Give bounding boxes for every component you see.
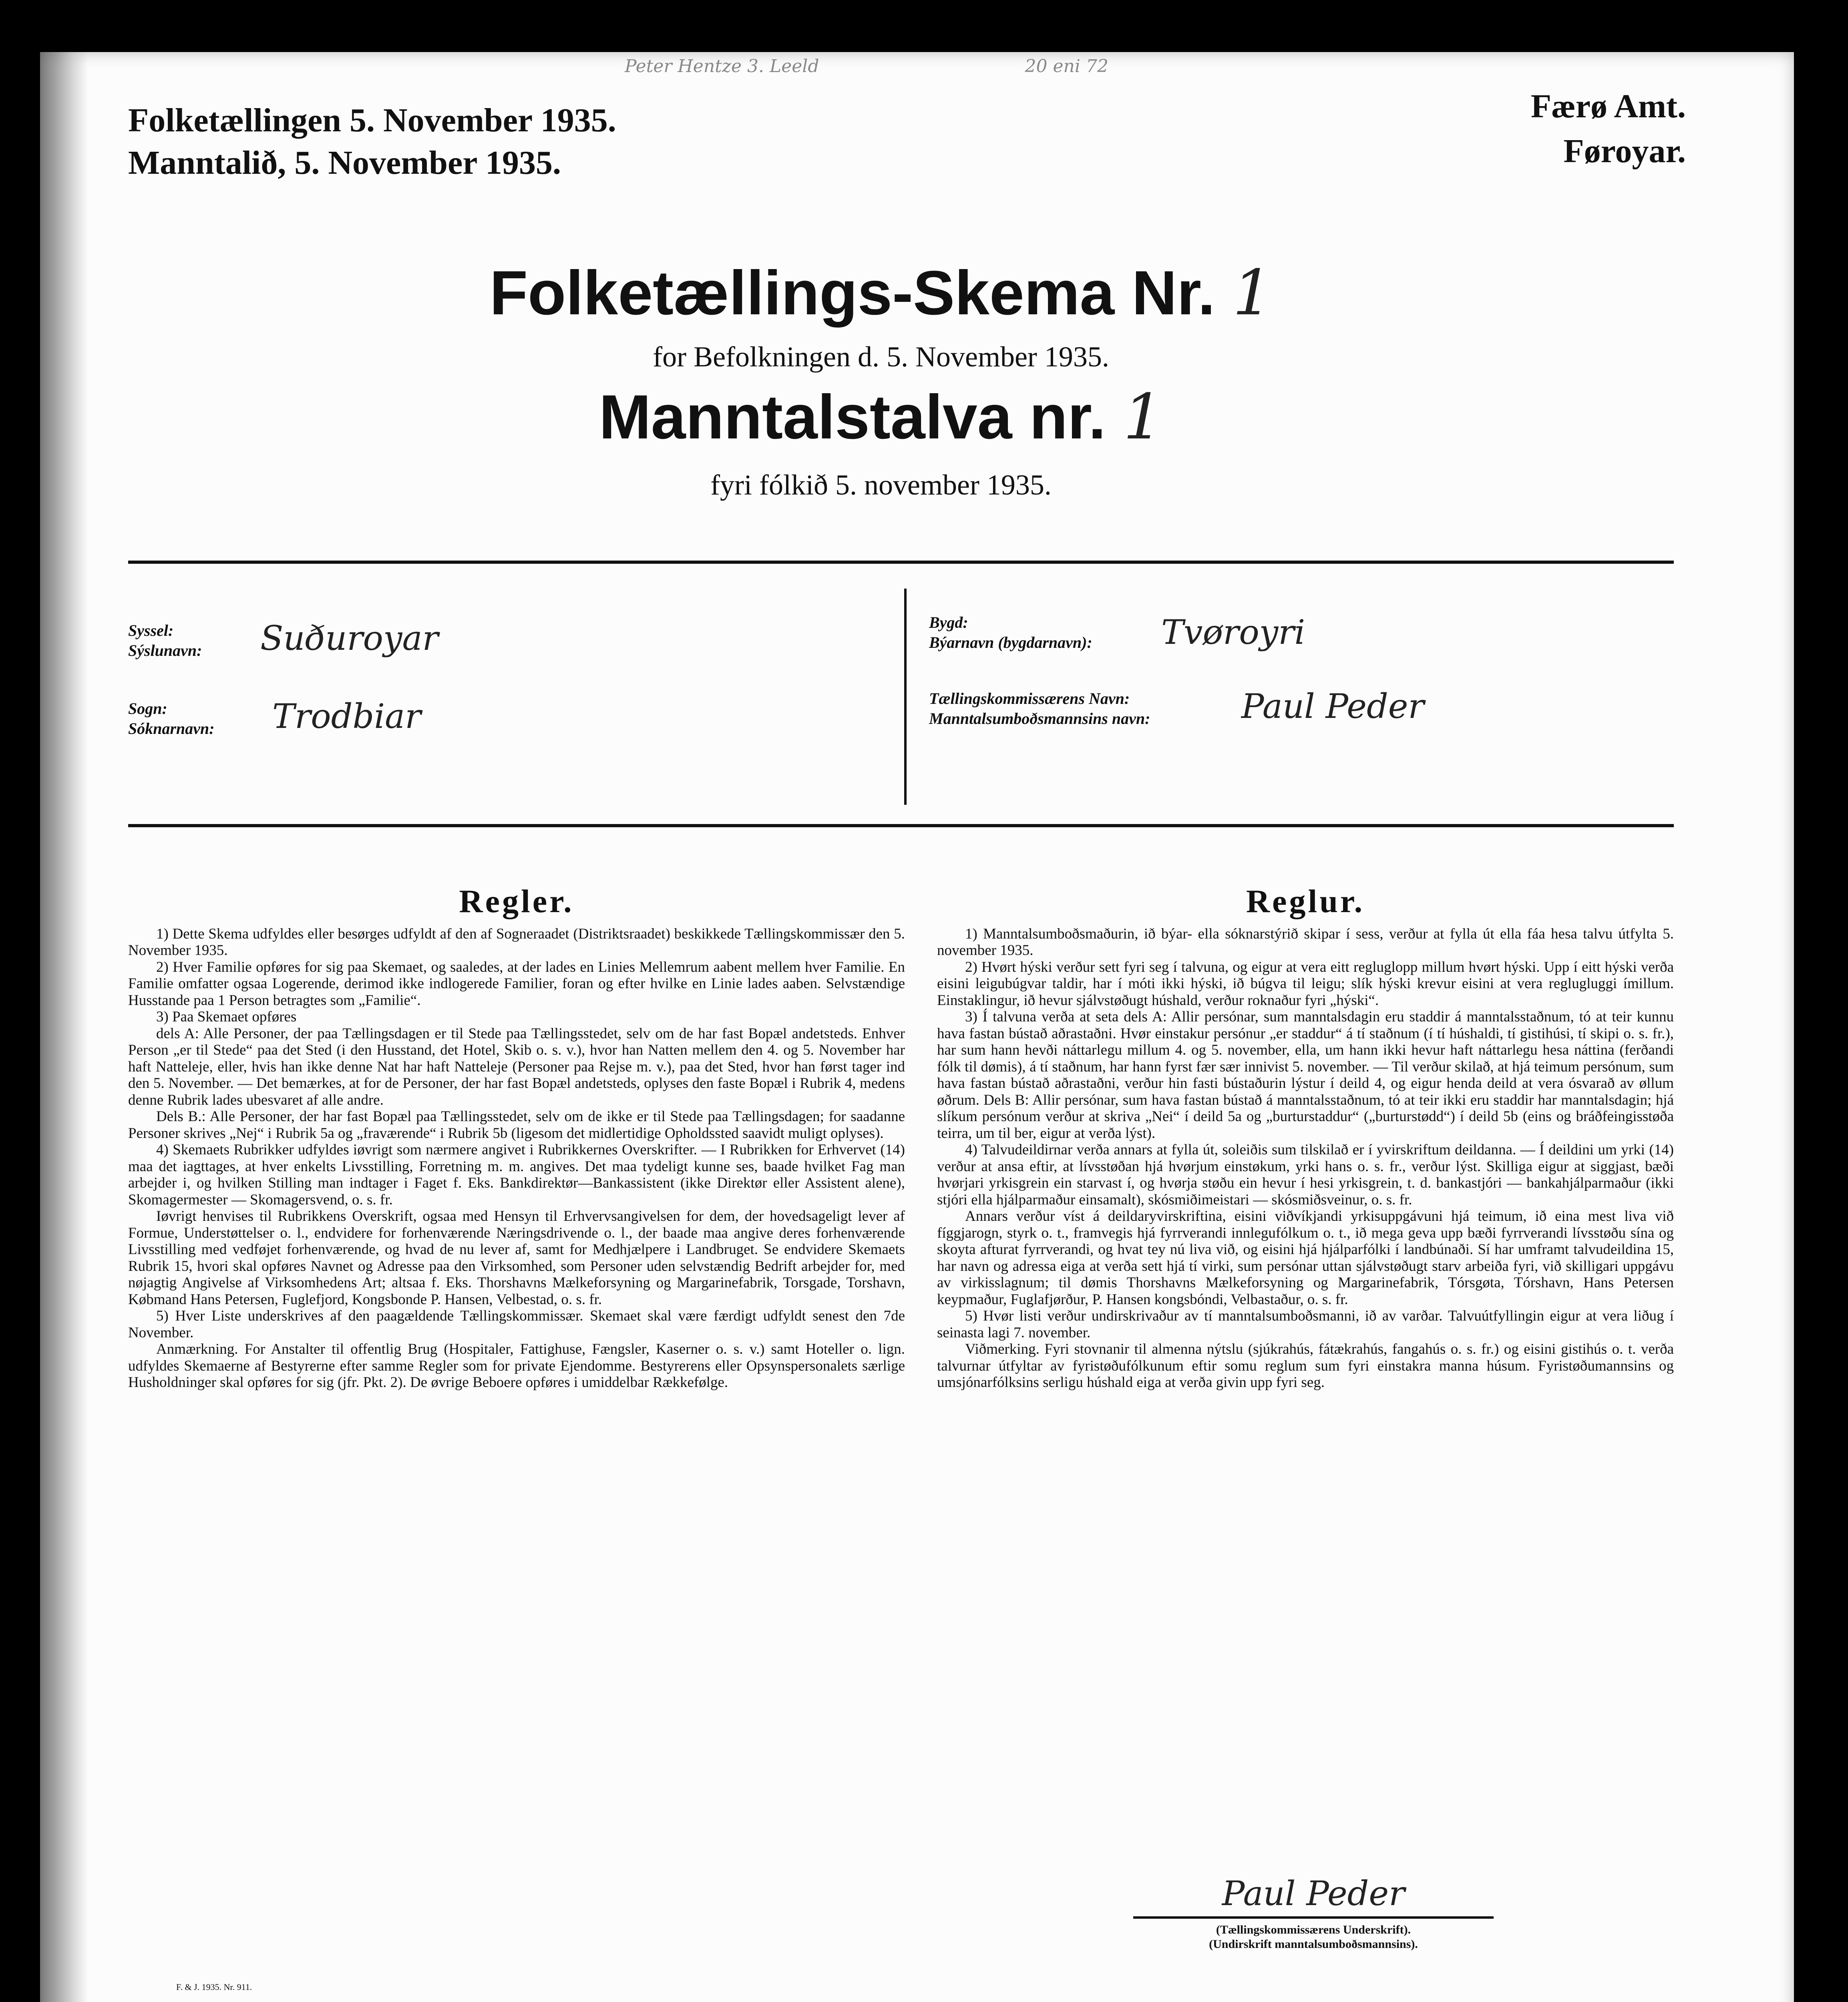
reglur-paragraph: 2) Hvørt hýski verður sett fyri seg í talvuna, og eigur at vera eitt regluglopp millum hvørt hýski. Upp í eitt hýski verða eisini leigubúgvar taldir, har í móti ikki hýski, ið búgva til leigu; slík hýski krevur eisini at vera reglugluggi ímillum. Einstaklingur, ið hevur sjálvstøðugt húshald, verður roknaður fyri „hýski“. — [937, 959, 1674, 1009]
subtitle-danish: for Befolkningen d. 5. November 1935. — [653, 341, 1109, 373]
bygd-value: Tvøroyri — [1161, 613, 1305, 652]
reglur-column-faroese — [937, 883, 1674, 1391]
reglur-heading: Reglur. — [1246, 883, 1365, 919]
header-left-line2: Manntalið, 5. November 1935. — [128, 144, 561, 181]
title-faroese: Manntalstalva nr. 1 — [599, 380, 1163, 453]
header-left-line1: Folketællingen 5. November 1935. — [128, 102, 616, 139]
reglur-paragraph: 1) Manntalsumboðsmaðurin, ið býar- ella sóknarstýrið skipar í sess, verður at fylla út ella fáa hesa talvu útfylta 5. november 1935. — [937, 925, 1674, 959]
printer-code: F. & J. 1935. Nr. 911. — [176, 1982, 252, 1992]
regler-paragraph: Anmærkning. For Anstalter til offentlig Brug (Hospitaler, Fattighuse, Fængsler, Kaserner o. s. v.) samt Hoteller o. lign. udfyldes Skemaerne af Bestyrerne efter samme Regler som for private Ejendomme. Bestyrerens eller Opsynspersonalets særlige Husholdninger skal opføres for sig (jfr. Pkt. 2). De øvrige Beboere opføres i umiddelbar Rækkefølge. — [128, 1341, 905, 1391]
signature-caption-da: (Tællingskommissærens Underskrift). — [1216, 1923, 1411, 1936]
divider-vertical — [904, 589, 907, 805]
regler-paragraph: 2) Hver Familie opføres for sig paa Skemaet, og saaledes, at der lades en Linies Mellemrum aabent mellem hver Familie. En Familie omfatter ogsaa Logerende, derimod ikke indlogerede Familier, foran og efter hvilke en Linie lades aaben. Selvstændige Husstande paa 1 Person betragtes som „Familie“. — [128, 959, 905, 1009]
header-right-line1: Færø Amt. — [1530, 88, 1686, 125]
syssel-value: Suðuroyar — [260, 619, 438, 658]
torn-left-edge — [40, 52, 88, 2002]
pencil-annotation: Peter Hentze 3. Leeld 20 eni 72 — [625, 56, 1108, 76]
commissioner-label: Tællingskommissærens Navn: Manntalsumboðsmannsins navn: — [929, 689, 1150, 728]
signature-block — [1133, 1874, 1494, 1952]
regler-heading: Regler. — [459, 883, 574, 919]
commissioner-value: Paul Peder — [1241, 687, 1424, 726]
header-right — [1426, 84, 1686, 174]
signature: Paul Peder — [1222, 1874, 1405, 1913]
regler-paragraph: 3) Paa Skemaet opføres — [156, 1009, 297, 1025]
reglur-paragraph: 3) Í talvuna verða at seta dels A: Allir persónar, sum manntalsdagin eru staddir á manntalsstaðnum, tó at teir kunnu hava fastan bústað aðrastaðni. Hvør einstakur persónur „er staddur“ á tí staðnum (í tí húshaldi, tí gistihúsi, tí skipi o. s. fr.), har sum hann hevði náttarlegu millum 4. og 5. november, ella, um hann ikki hevur haft náttarlegu hesa náttina (ferðandi fólk til dømis), á tí staðnum, har hann fyrst fær sær innivist 5. november. — Til verður skilað, at hjá teimum persónum, sum hava fastan bústað aðrastaðni, verður hin fasti bústaðurin lýstur í deild 4, og eigur henda deild at vera ósvarað av øllum øðrum. Dels B: Allir persónar, sum hava fastan bústað á manntalsstaðnum, tó at teir ikki eru staddir har manntalsdagin; hjá slíkum persónum verður at skriva „Nei“ í deild 5a og „burturstaddur“ („burturstødd“) í deild 5b (eins og bráðfeingisstøða teirra, um til ber, eigur at verða lýst). — [937, 1009, 1674, 1142]
header-right-line2: Føroyar. — [1563, 133, 1686, 170]
regler-paragraph: 1) Dette Skema udfyldes eller besørges udfyldt af den af Sogneraadet (Distriktsraadet) beskikkede Tællingskommissær den 5. November 1935. — [128, 925, 905, 959]
regler-paragraph: dels A: Alle Personer, der paa Tællingsdagen er til Stede paa Tællingsstedet, selv om de har fast Bopæl andetsteds. Enhver Person „er til Stede“ paa det Sted (i den Husstand, det Hotel, Skib o. s. v.), hvor han Natten mellem den 4. og 5. November har haft Natteleje, eller, hvis han ikke denne Nat har haft Natteleje (Personer paa Rejse m. v.), paa det Sted, hvor han først tager ind den 5. November. — Det bemærkes, at for de Personer, der har fast Bopæl andetsteds, oplyses den faste Bopæl i Rubrik 4, medens denne Rubrik lades ubesvaret af alle andre. — [128, 1025, 905, 1108]
reglur-paragraph: Viðmerking. Fyri stovnanir til almenna nýtslu (sjúkrahús, fátækrahús, fangahús o. s. fr.) og eisini gistihús o. t. verða talvurnar útfyltar av fyristøðufólkunum eftir somu reglum sum fyri einstakra manna húsum. Fyristøðumannsins og umsjónarfólksins serligu húshald eiga at verða givin upp fyri seg. — [937, 1341, 1674, 1391]
regler-column-danish — [128, 883, 905, 1391]
bygd-label: Bygd: Býarnavn (bygdarnavn): — [929, 613, 1092, 651]
regler-paragraph: 5) Hver Liste underskrives af den paagældende Tællingskommissær. Skemaet skal være færdigt udfyldt senest den 7de November. — [128, 1308, 905, 1341]
regler-paragraph: Iøvrigt henvises til Rubrikkens Overskrift, ogsaa med Hensyn til Erhvervsangivelsen for dem, der hovedsageligt lever af Formue, Understøttelser o. l., endvidere for forhenværende Næringsdrivende o. l., der baade maa angive deres forhenværende Livsstilling med vedføjet forhenværende, og hvad de nu lever af, samt for Medhjælpere i Landbruget. Se endvidere Skemaets Rubrik 15, hvori skal opføres Navnet og Adresse paa den Virksomhed, som Personer uden selvstændig Bedrift arbejder for, med nøjagtig Angivelse af Virksomhedens Art; altsaa f. Eks. Thorshavns Mælkeforsyning og Margarinefabrik, Torsgade, Torshavn, Købmand Hans Petersen, Fuglefjord, Kongsbonde P. Hansen, Velbestad, o. s. fr. — [128, 1208, 905, 1308]
reglur-paragraph: Annars verður víst á deildaryvirskriftina, eisini viðvíkjandi yrkisuppgávuni hjá teimum, ið eina mest liva við fíggjarogn, styrk o. t., framvegis hjá fyrrverandi innlegufólkum o. t., ið mega geva upp bæði fyrrverandi lívsstøðu sína og skoyta afturat fyrrverandi, og hvat tey nú liva við, og eisini hjá hjálparfólki í landbúnaði. Sí har umframt talvudeildina 15, har navn og adressa eiga at verða sett hjá tí virki, sum persónar uttan sjálvstøðugt starv arbeiða fyri, við skilligari uppgávu av virkisslagnum; til dømis Thorshavns Mælkeforsyning og Margarinefabrik, Tórsgøta, Tórshavn, Hans Petersen keypmaður, Fuglafjørður, P. Hansen kongsbóndi, Velbastaður, o. s. fr. — [937, 1208, 1674, 1308]
header-left — [128, 99, 616, 184]
title-danish: Folketællings-Skema Nr. 1 — [489, 256, 1273, 329]
syssel-label: Syssel: Sýslunavn: — [128, 621, 202, 659]
subtitle-faroese: fyri fólkið 5. november 1935. — [710, 469, 1052, 501]
regler-paragraph: Dels B.: Alle Personer, der har fast Bopæl paa Tællingsstedet, selv om de ikke er til Stede paa Tællingsdagen; for saadanne Personer skrives „Nej“ i Rubrik 5a og „fraværende“ i Rubrik 5b (ligesom det midlertidige Opholdssted saavidt muligt oplyses). — [128, 1108, 905, 1142]
reglur-paragraph: 5) Hvør listi verður undirskrivaður av tí manntalsumboðsmanni, ið av varðar. Talvuútfyllingin eigur at vera liðug í seinasta lagi 7. november. — [937, 1308, 1674, 1341]
reglur-paragraph: 4) Talvudeildirnar verða annars at fylla út, soleiðis sum tilskilað er í yvirskriftum deildanna. — Í deildini um yrki (14) verður at ansa eftir, at lívsstøðan hjá hvørjum einstøkum, yrki hans o. s. fr., verður lýst. Skilliga eigur at siggjast, bæði hvørjari yrkisgrein ein starvast í, og hvørja støðu ein hevur í hesi yrkisgrein, t. d. bankastjóri — bankahjálparmaður (ikki stjóri ella hjálparmaður einsamalt), skósmiðimeistari — skósmiðsveinur, o. s. fr. — [937, 1142, 1674, 1208]
sogn-label: Sogn: Sóknarnavn: — [128, 699, 215, 738]
sogn-value: Trodbiar — [272, 697, 421, 736]
schema-number-fo: 1 — [1123, 380, 1163, 453]
signature-line — [1133, 1916, 1494, 1919]
signature-caption-fo: (Undirskrift manntalsumboðsmannsins). — [1209, 1938, 1418, 1951]
regler-paragraph: 4) Skemaets Rubrikker udfyldes iøvrigt som nærmere angivet i Rubrikkernes Overskrifter. — I Rubrikken for Erhvervet (14) maa det iagttages, at hver enkelts Livsstilling, Forretning m. m. angives. Det maa tydeligt kunne ses, baade hvilket Fag man arbejder i, og hvilken Stilling man indtager i Faget f. Eks. Bankdirektør—Bankassistent (ikke Direktør eller Assistent alene), Skomagermester — Skomagersvend, o. s. fr. — [128, 1142, 905, 1208]
schema-number-da: 1 — [1232, 256, 1273, 329]
divider-top — [128, 561, 1674, 564]
divider-bottom — [128, 824, 1674, 827]
